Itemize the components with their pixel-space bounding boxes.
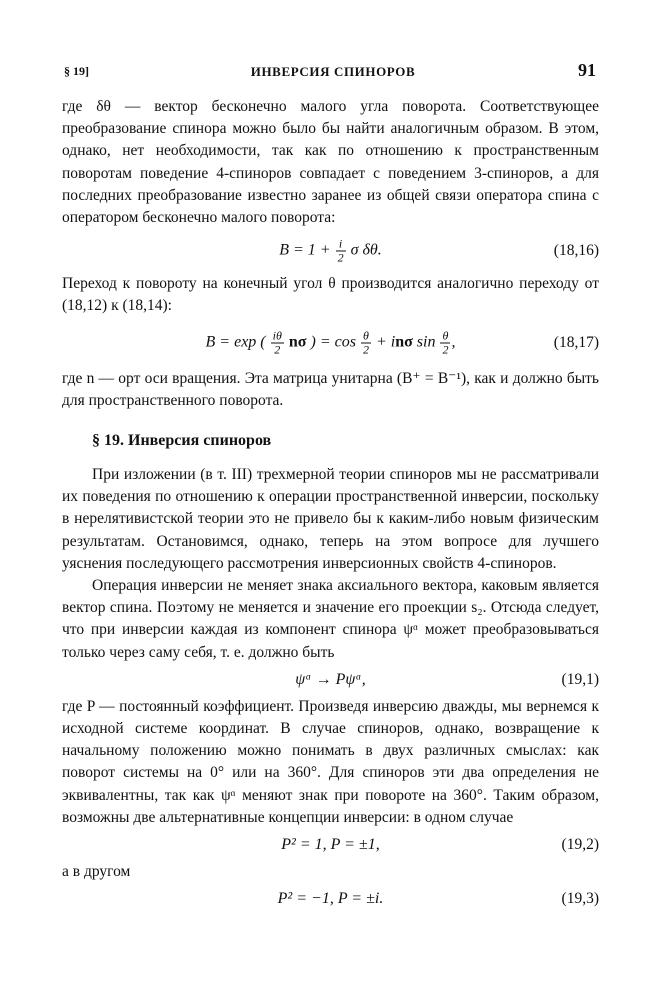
equation-number: (19,2) (561, 836, 599, 854)
eq-18-17-part: + i (375, 333, 396, 351)
equation-19-3-formula: P² = −1, P = ±i. (277, 890, 384, 908)
eq-18-17-vector: nσ (395, 333, 413, 351)
paragraph-6: где P — постоянный коэффициент. Произведя инверсию дважды, мы вернемся к исходной системе координат. В случае спиноров, однако, возвращение к начальному положению можно понимать в двух различных смыслах: как поворот системы на 0° или на 360°. Для спиноров эти два определения не эквивалентны, так как ψᵅ меняют знак при повороте на 360°. Таким образом, возможны две альтернативные концепции инверсии: в одном случае (62, 697, 599, 826)
fraction-numerator: θ (361, 329, 371, 343)
paragraph-2: Переход к повороту на конечный угол θ производится аналогично переходу от (18,12) к (18,14): (62, 275, 599, 315)
equation-number: (19,3) (561, 890, 599, 908)
equation-number: (18,17) (553, 333, 599, 351)
eq-18-16-rhs: σ δθ. (350, 241, 382, 259)
eq-18-17-part: , (451, 333, 456, 351)
page-body (62, 96, 599, 915)
fraction-denominator: 2 (337, 250, 344, 265)
eq-18-16-lhs: B = 1 + (279, 241, 331, 259)
page-number: 91 (578, 60, 596, 80)
paragraph-4: При изложении (в т. III) трехмерной теории спиноров мы не рассматривали их поведения по отношению к операции пространственной инверсии, поскольку в нерелятивистской теории это не привело бы к каким-либо новым физическим результатам. Остановимся, однако, теперь на этом вопросе для лучшего уяснения последующего рассмотрения инверсионных свойств 4-спиноров. (62, 466, 599, 572)
header-section-ref: § 19] (64, 64, 89, 78)
fraction-numerator: iθ (272, 328, 282, 343)
equation-19-1 (62, 664, 599, 696)
paragraph-5: Операция инверсии не меняет знака аксиального вектора, каковым является вектор спина. Поэтому не меняется и значение его проекции s₂. Отсюда следует, что при инверсии каждая из компонент спинора ψᵅ может преобразовываться только через саму себя, т. е. должно быть (62, 577, 599, 661)
equation-19-3 (62, 883, 599, 915)
paragraph-1: где δθ — вектор бесконечно малого угла поворота. Соответствующее преобразование спинора можно было бы найти аналогичным образом. В этом, однако, нет необходимости, так как по отношению к пространственным поворотам поведение 4-спиноров совпадает с поведением 3-спиноров, а для последних преобразование известно заранее из общей связи оператора спина с оператором бесконечно малого поворота: (62, 98, 599, 227)
equation-number: (18,16) (553, 242, 599, 260)
eq-18-17-fraction-3 (440, 329, 450, 356)
fraction-denominator: 2 (442, 342, 449, 357)
equation-number: (19,1) (561, 670, 599, 688)
fraction-denominator: 2 (362, 342, 369, 357)
eq-18-17-part: sin (416, 333, 436, 351)
section-heading: § 19. Инверсия спиноров (92, 432, 272, 450)
equation-19-1-formula: ψᵅ → Pψᵅ, (295, 670, 366, 688)
fraction-denominator: 2 (274, 342, 281, 357)
paragraph-7: а в другом (62, 863, 131, 881)
equation-18-16 (62, 229, 599, 273)
eq-18-17-vector: nσ (288, 333, 307, 351)
header-title: ИНВЕРСИЯ СПИНОРОВ (250, 64, 416, 79)
fraction-numerator: θ (440, 329, 450, 343)
eq-18-17-fraction-2 (361, 329, 371, 356)
equation-19-2 (62, 829, 599, 861)
equation-18-17 (62, 318, 599, 368)
equation-18-17-formula (62, 329, 599, 356)
fraction-numerator: i (336, 238, 346, 252)
paragraph-3: где n — орт оси вращения. Эта матрица унитарна (B⁺ = B⁻¹), как и должно быть для пространственного поворота. (62, 369, 599, 409)
eq-18-17-fraction-1 (271, 329, 284, 356)
eq-18-17-part: ) = cos (310, 333, 356, 351)
equation-19-2-formula: P² = 1, P = ±1, (281, 836, 380, 854)
eq-18-16-fraction (336, 238, 346, 265)
equation-18-16-formula (62, 238, 599, 265)
running-header (0, 60, 666, 82)
eq-18-17-part: B = exp ( (205, 333, 266, 351)
